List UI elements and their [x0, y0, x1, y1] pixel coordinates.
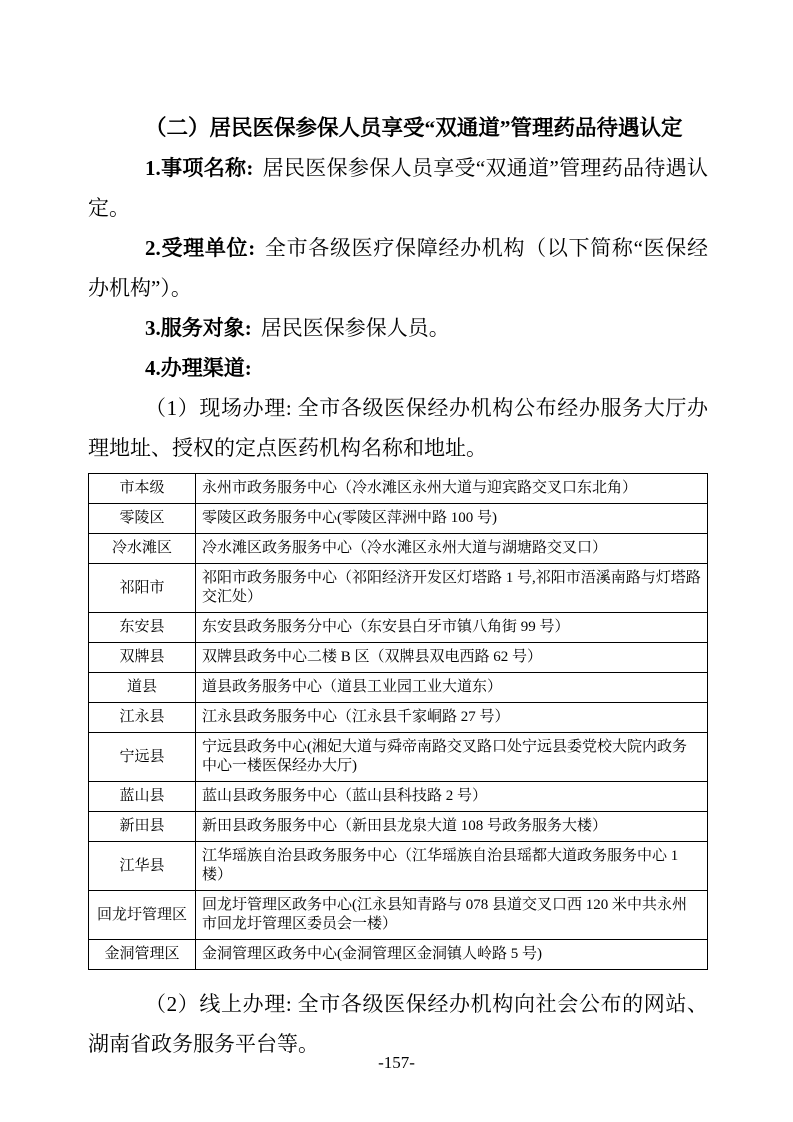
table-row — [89, 534, 708, 564]
item-3-label: 3.服务对象: — [145, 316, 252, 340]
item-3-paragraph — [88, 308, 708, 348]
address-cell: 蓝山县政务服务中心（蓝山县科技路 2 号） — [196, 782, 708, 812]
address-cell: 东安县政务服务分中心（东安县白牙市镇八角街 99 号） — [196, 613, 708, 643]
sub-item-2-paragraph: （2）线上办理: 全市各级医保经办机构向社会公布的网站、湖南省政务服务平台等。 — [88, 992, 708, 1056]
address-cell: 江永县政务服务中心（江永县千家峒路 27 号） — [196, 703, 708, 733]
region-cell: 冷水滩区 — [89, 534, 196, 564]
page-number: -157- — [378, 1053, 415, 1072]
table-row — [89, 504, 708, 534]
address-cell: 道县政务服务中心（道县工业园工业大道东） — [196, 673, 708, 703]
region-cell: 宁远县 — [89, 733, 196, 782]
table-row — [89, 474, 708, 504]
item-1-text: 居民医保参保人员享受“双通道”管理药品待遇认定。 — [88, 156, 708, 220]
table-row — [89, 564, 708, 613]
item-3-text: 居民医保参保人员。 — [260, 316, 450, 340]
region-cell: 祁阳市 — [89, 564, 196, 613]
table-row — [89, 613, 708, 643]
table-row — [89, 673, 708, 703]
region-cell: 零陵区 — [89, 504, 196, 534]
region-cell: 江永县 — [89, 703, 196, 733]
address-cell: 双牌县政务中心二楼 B 区（双牌县双电西路 62 号） — [196, 643, 708, 673]
region-cell: 回龙圩管理区 — [89, 891, 196, 940]
service-hall-table — [88, 473, 708, 970]
item-2-text: 全市各级医疗保障经办机构（以下简称“医保经办机构”）。 — [88, 236, 708, 300]
address-cell: 新田县政务服务中心（新田县龙泉大道 108 号政务服务大楼） — [196, 812, 708, 842]
table-row — [89, 643, 708, 673]
address-cell: 宁远县政务中心(湘妃大道与舜帝南路交叉路口处宁远县委党校大院内政务中心一楼医保经办大厅) — [196, 733, 708, 782]
region-cell: 金洞管理区 — [89, 940, 196, 970]
address-cell: 零陵区政务服务中心(零陵区萍洲中路 100 号) — [196, 504, 708, 534]
address-cell: 祁阳市政务服务中心（祁阳经济开发区灯塔路 1 号,祁阳市浯溪南路与灯塔路交汇处） — [196, 564, 708, 613]
item-2-paragraph — [88, 228, 708, 308]
item-1-paragraph — [88, 148, 708, 228]
table-row — [89, 812, 708, 842]
item-1-label: 1.事项名称: — [145, 156, 254, 180]
region-cell: 双牌县 — [89, 643, 196, 673]
region-cell: 道县 — [89, 673, 196, 703]
address-cell: 永州市政务服务中心（冷水滩区永州大道与迎宾路交叉口东北角） — [196, 474, 708, 504]
address-cell: 金洞管理区政务中心(金洞管理区金洞镇人岭路 5 号) — [196, 940, 708, 970]
table-row — [89, 703, 708, 733]
address-cell: 江华瑶族自治县政务服务中心（江华瑶族自治县瑶都大道政务服务中心 1 楼） — [196, 842, 708, 891]
item-2-label: 2.受理单位: — [145, 236, 256, 260]
region-cell: 蓝山县 — [89, 782, 196, 812]
address-cell: 冷水滩区政务服务中心（冷水滩区永州大道与湖塘路交叉口） — [196, 534, 708, 564]
table-row — [89, 891, 708, 940]
table-row — [89, 842, 708, 891]
table-row — [89, 733, 708, 782]
document-heading: （二）居民医保参保人员享受“双通道”管理药品待遇认定 — [145, 116, 683, 140]
item-4-label: 4.办理渠道: — [145, 356, 252, 380]
address-cell: 回龙圩管理区政务中心(江永县知青路与 078 县道交叉口西 120 米中共永州市回龙圩管理区委员会一楼） — [196, 891, 708, 940]
region-cell: 市本级 — [89, 474, 196, 504]
item-4-paragraph — [88, 348, 708, 388]
document-content — [88, 108, 708, 1064]
sub-item-1-paragraph: （1）现场办理: 全市各级医保经办机构公布经办服务大厅办理地址、授权的定点医药机构名称和地址。 — [88, 396, 708, 460]
table-row — [89, 782, 708, 812]
region-cell: 新田县 — [89, 812, 196, 842]
table-row — [89, 940, 708, 970]
region-cell: 江华县 — [89, 842, 196, 891]
region-cell: 东安县 — [89, 613, 196, 643]
